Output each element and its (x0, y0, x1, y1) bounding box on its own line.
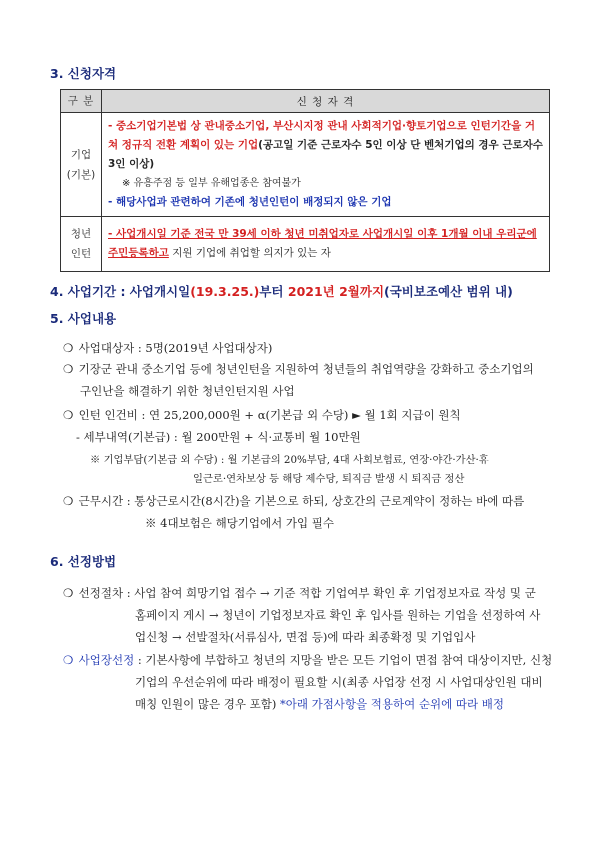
section-4-period (50, 282, 513, 300)
list-item-continued: 업신청 → 선발절차(서류심사, 면접 등)에 따라 최종확정 및 기업입사 (135, 630, 476, 644)
row-label-line: 청년 (70, 228, 92, 240)
list-item: ❍ 사업대상자 : 5명(2019년 사업대상자) (63, 341, 273, 355)
bullet-icon: ❍ (63, 586, 74, 600)
bullet-icon: ❍ (63, 653, 74, 667)
period-prefix: 4. 사업기간 : 사업개시일 (50, 284, 191, 299)
period-start-date: (19.3.25.) (190, 284, 260, 299)
list-item: ❍ 기장군 관내 중소기업 등에 청년인턴을 지원하여 청년들의 취업역량을 강화하고 중소기업의 (63, 362, 534, 376)
section-5-title: 5. 사업내용 (50, 311, 117, 326)
list-item-continued: 구인난을 해결하기 위한 청년인턴지원 사업 (80, 384, 295, 398)
period-mid: 부터 (259, 284, 288, 299)
bullet-icon: ❍ (63, 408, 74, 422)
row-label-company (61, 113, 102, 217)
bonus-points-note: *아래 가점사항을 적용하여 순위에 따라 배정 (279, 697, 504, 711)
intern-requirement-black: 지원 기업에 취업할 의지가 있는 자 (168, 247, 331, 259)
bullet-icon: ❍ (63, 341, 74, 355)
list-item-note: ※ 4대보험은 해당기업에서 가입 필수 (145, 516, 334, 530)
header-eligibility: 신 청 자 격 (102, 90, 550, 113)
list-item-continued: 매칭 인원이 많은 경우 포함) *아래 가점사항을 적용하여 순위에 따라 배정 (135, 697, 504, 711)
company-requirement-black: (공고일 기준 근로자수 5인 이상 단 벤처기업의 경우 근로자수 3인 이상) (108, 139, 543, 170)
list-item: ❍ 사업장선정 : 기본사항에 부합하고 청년의 지망을 받은 모든 기업이 면접 참여 대상이지만, 신청 (63, 653, 553, 667)
list-item-note: ※ 기업부담(기본급 외 수당) : 월 기본급의 20%부담, 4대 사회보험료, 연장·야간·가산·휴 (90, 454, 489, 466)
table-row (61, 113, 550, 217)
list-item-note-continued: 일근로·연차보상 등 해당 제수당, 퇴직금 발생 시 퇴직금 정산 (193, 473, 465, 485)
company-requirement-red: - 중소기업기본법 상 관내중소기업, 부산시지정 관내 사회적기업·향토기업으로 인턴기간을 거쳐 정규직 전환 계획이 있는 기업 (108, 120, 536, 151)
list-item-detail: - 세부내역(기본급) : 월 200만원 + 식·교통비 월 10만원 (76, 430, 361, 444)
eligibility-table (60, 89, 550, 272)
list-item: ❍ 선정절차 : 사업 참여 희망기업 접수 → 기준 적합 기업여부 확인 후 기업정보자료 작성 및 군 (63, 586, 536, 600)
intern-requirement-red: - 사업개시일 기준 전국 만 39세 이하 청년 미취업자로 사업개시일 이후 1개월 이내 우리군에 주민등록하고 (108, 228, 537, 259)
company-requirement-blue: - 해당사업과 관련하여 기존에 청년인턴이 배정되지 않은 기업 (108, 196, 392, 208)
row-content-company (102, 113, 550, 217)
list-item: ❍ 근무시간 : 통상근로시간(8시간)을 기본으로 하되, 상호간의 근로계약이 정하는 바에 따름 (63, 494, 525, 508)
list-item: ❍ 인턴 인건비 : 연 25,200,000원 + α(기본급 외 수당) ► 월 1회 지급이 원칙 (63, 408, 461, 422)
list-item-continued: 기업의 우선순위에 따라 배정이 필요할 시(최종 사업장 선정 시 사업대상인원 대비 (135, 675, 543, 689)
row-label-line: 기업 (70, 148, 92, 161)
row-label-line: 인턴 (70, 248, 92, 260)
period-suffix: (국비보조예산 범위 내) (384, 284, 513, 299)
workplace-selection-label: 사업장선정 (78, 653, 135, 667)
header-category: 구 분 (61, 90, 102, 113)
row-content-intern (102, 217, 550, 272)
section-3-title: 3. 신청자격 (50, 66, 117, 81)
bullet-icon: ❍ (63, 362, 74, 376)
row-label-intern (61, 217, 102, 272)
section-6-title: 6. 선정방법 (50, 554, 117, 569)
row-label-line: (기본) (66, 168, 96, 181)
period-end-date: 2021년 2월까지 (287, 284, 385, 299)
table-header-row (61, 90, 550, 113)
table-row (61, 217, 550, 272)
company-note: ※ 유흥주점 등 일부 유해업종은 참여불가 (122, 178, 301, 189)
bullet-icon: ❍ (63, 494, 74, 508)
list-item-continued: 홈페이지 게시 → 청년이 기업정보자료 확인 후 입사를 원하는 기업을 선정하여 사 (135, 608, 541, 622)
